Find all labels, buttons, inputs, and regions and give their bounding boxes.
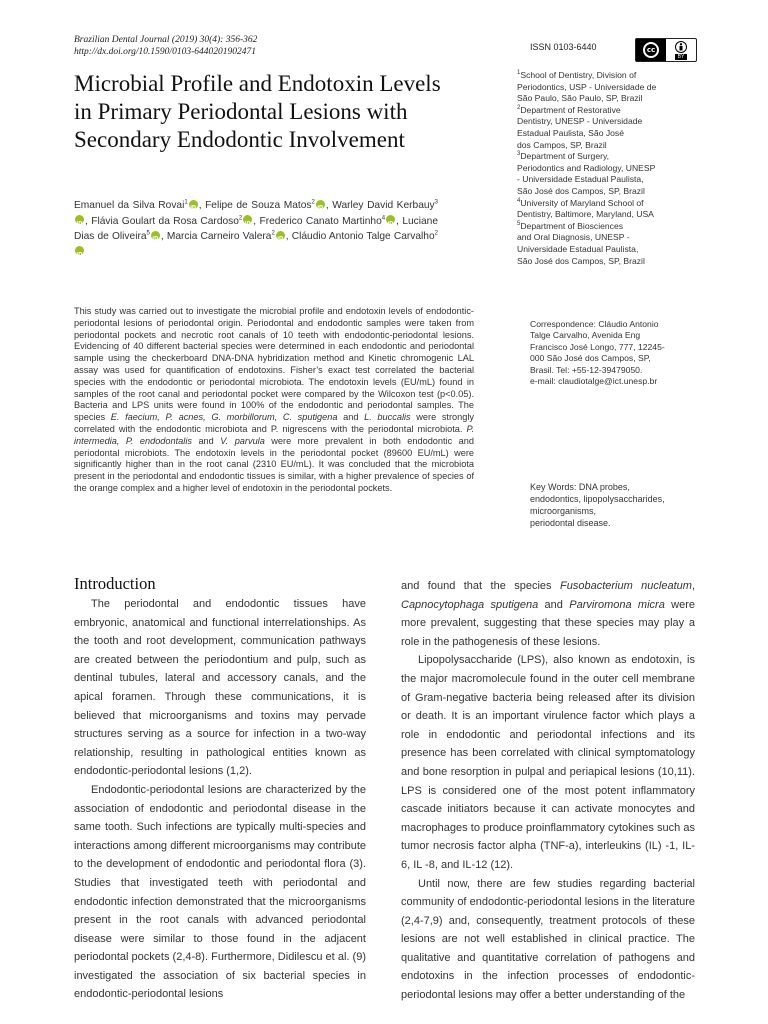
keywords-line: Key Words: DNA probes,	[530, 482, 630, 492]
person-icon	[675, 41, 687, 53]
journal-header	[74, 34, 257, 58]
affiliation-line: $^1$School of Dentistry, Division of	[517, 70, 637, 80]
keywords-line: periodontal disease.	[530, 518, 611, 528]
orcid-icon[interactable]	[151, 231, 160, 240]
title-line: in Primary Periodontal Lesions with	[74, 99, 408, 124]
keywords-line: microorganisms,	[530, 506, 597, 516]
affiliation-line: $^4$University of Maryland School of	[517, 197, 644, 208]
body-paragraph: Until now, there are few studies regarding bacterial community of endodontic-periodontal lesions in the literature (2,4-7,9) and, consequently, treatment protocols of these lesions are not well established in clinical practice. The qualitative and quantitative correlation of pathogens and endotoxins in the infection processes of endodontic-periodontal lesions may offer a better understanding of the	[401, 877, 695, 1002]
correspondence-line: Francisco José Longo, 777, 12245-	[530, 341, 665, 352]
orcid-icon[interactable]	[276, 231, 285, 240]
affiliation-line: Periodontics, USP - Universidade de	[517, 81, 657, 92]
affiliation-line: Universidade Estadual Paulista,	[517, 243, 639, 254]
cc-license-badge[interactable]	[635, 38, 697, 62]
body-paragraph: Lipopolysaccharide (LPS), also known as endotoxin, is the major macromolecule found in the outer cell membrane of Gram-negative bacteria being released after its division or death. It is an important virulence factor which plays a role in endodontic and periodontal infections and its presence has been correlated with clinical symptomatology and bone resorption in pulpal and periapical lesions (10,11). LPS is considered one of the most potent inflammatory cascade initiators because it can activate monocytes and macrophages to produce proinflammatory cytokines such as tumor necrosis factor alpha (TNF-a), interleukins (IL) -1, IL-6, IL -8, and IL-12 (12).	[401, 654, 695, 871]
body-column-right	[401, 577, 695, 1005]
body-paragraph: Endodontic-periodontal lesions are characterized by the association of endodontic and periodontal disease in the same tooth. Such infections are typically multi-species and interactions among different microorganisms may contribute to the development of endodontic and periodontal flora (3). Studies that investigated teeth with periodontal and endodontic infection demonstrated that the microorganisms present in the root canals with advanced periodontal disease were similar to those found in the adjacent periodontal pockets (2,4-8). Furthermore, Didilescu et al. (9) investigated the association of six bacterial species in endodontic-periodontal lesions	[74, 783, 366, 1001]
affiliation-line: $^3$Department of Surgery,	[517, 151, 610, 162]
orcid-icon[interactable]	[316, 200, 325, 209]
correspondence-line: Talge Carvalho, Avenida Eng	[530, 330, 641, 341]
author: Felipe de Souza Matos$^2$iD	[205, 200, 326, 211]
affiliation-line: dos Campos, SP, Brazil	[517, 139, 607, 150]
orcid-icon[interactable]	[189, 200, 198, 209]
author: Luciane Dias de Oliveira$^5$iD	[74, 216, 438, 243]
correspondence	[530, 319, 700, 387]
affiliation-line: $^2$Department of Restorative	[517, 104, 621, 115]
journal-citation: Brazilian Dental Journal (2019) 30(4): 356-362	[74, 35, 258, 45]
correspondence-line: Correspondence: Cláudio Antonio	[530, 319, 659, 329]
title-line: Microbial Profile and Endotoxin Levels	[74, 71, 441, 96]
correspondence-line: Brasil. Tel: +55-12-39479050.	[530, 364, 643, 375]
affiliation-line: Dentistry, UNESP - Universidade	[517, 116, 643, 127]
affiliation-line: and Oral Diagnosis, UNESP -	[517, 232, 630, 243]
author: Marcia Carneiro Valera$^2$iD	[167, 231, 286, 242]
issn: ISSN 0103-6440	[530, 42, 597, 52]
abstract: This study was carried out to investigate the microbial profile and endotoxin levels of endodontic-periodontal lesions of periodontal origin. Periodontal and endodontic samples were taken from periodontal pockets and necrotic root canals of 10 teeth with endodontic-periodontal lesions. Evidencing of 40 different bacterial species were determined in each endodontic and periodontal sample using the checkerboard DNA-DNA hybridization method and Kinetic chromogenic LAL assay was used for quantification of endotoxins. Fisher’s exact test correlated the bacterial species with the endodontic or periodontal microbiota. The endotoxin levels (EU/mL) found in samples of the root canal and periodontal pocket were compared by the Wilcoxon test (p<0.05). Bacteria and LPS units were found in 100% of the endodontic and periodontal samples. The species E. faecium, P. acnes, G. morbillorum, C. sputigena and L. buccalis were strongly correlated with the endodontic microbiota and P. nigrescens with the periodontal microbiota. P. intermedia, P. endodontalis and V. parvula were more prevalent in both endodontic and periodontal microbiots. The endotoxin levels in the periodontal pocket (89600 EU/mL) were significantly higher than in the root canal (2310 EU/mL). It was concluded that the microbiota present in the periodontal and endodontic tissues is similar, with a higher prevalence of species of the orange complex and a higher level of endotoxin in the periodontal pockets.	[74, 306, 475, 493]
body-paragraph: and found that the species Fusobacterium nucleatum, Capnocytophaga sputigena and Parviromona micra were more prevalent, suggesting that these species may play a role in the pathogenesis of these lesions.	[401, 580, 695, 648]
author: Frederico Canato Martinho$^4$iD	[259, 216, 396, 227]
affiliation-line: Periodontics and Radiology, UNESP	[517, 162, 656, 173]
section-heading-introduction: Introduction	[74, 574, 156, 593]
orcid-icon[interactable]	[75, 215, 84, 224]
correspondence-line: e-mail: claudiotalge@ict.unesp.br	[530, 376, 658, 387]
body-column-left	[74, 595, 366, 1004]
affiliation-line: Estadual Paulista, São José	[517, 127, 625, 138]
orcid-icon[interactable]	[243, 215, 252, 224]
affiliation-line: São Paulo, São Paulo, SP, Brazil	[517, 93, 643, 104]
keywords	[530, 481, 700, 529]
affiliation-line: São José dos Campos, SP, Brazil	[517, 185, 645, 196]
author: Cláudio Antonio Talge Carvalho$^2$iD	[74, 231, 438, 258]
body-paragraph: The periodontal and endodontic tissues have embryonic, anatomical and functional interrelationships. As the tooth and root development, communication pathways are created between the periodontium and pulp, such as dentinal tubules, lateral and accessory canals, and the apical foramen. Through these communications, it is believed that microorganisms and toxins may pervade structures serving as a source for infection in a two-way relationship, resulting in pathological entities known as endodontic-periodontal lesions (1,2).	[74, 598, 366, 778]
keywords-line: endodontics, lipopolysaccharides,	[530, 494, 665, 504]
affiliation-line: Dentistry, Baltimore, Maryland, USA	[517, 209, 654, 220]
affiliation-line: - Universidade Estadual Paulista,	[517, 174, 644, 185]
attribution-icon: BY	[666, 39, 696, 61]
affiliation-line: $^5$Department of Biosciences	[517, 220, 624, 231]
article-title	[74, 70, 454, 154]
author: Emanuel da Silva Rovai$^1$iD	[74, 200, 199, 211]
title-line: Secondary Endodontic Involvement	[74, 127, 405, 152]
doi-link[interactable]: http://dx.doi.org/10.1590/0103-6440201902471	[74, 47, 256, 57]
orcid-icon[interactable]	[75, 246, 84, 255]
correspondence-line: 000 São José dos Campos, SP,	[530, 353, 651, 364]
author: Warley David Kerbauy$^3$iD	[74, 200, 438, 227]
affiliation-line: São José dos Campos, SP, Brazil	[517, 255, 645, 266]
affiliations	[517, 70, 697, 267]
author: Flávia Goulart da Rosa Cardoso$^2$iD	[91, 216, 253, 227]
author-list: Emanuel da Silva Rovai$^1$iD , Felipe de Souza Matos$^2$iD , Warley David Kerbauy$^3$iD, Flávia Goulart da Rosa Cardoso$^2$iD , Frederico Canato Martinho$^4$iD , Luciane Dias de Oliveira$^5$iD , Marcia Carneiro Valera$^2$iD , Cláudio Antonio Talge Carvalho$^2$iD	[74, 198, 438, 260]
creative-commons-icon: cc	[636, 39, 666, 61]
orcid-icon[interactable]	[386, 215, 395, 224]
